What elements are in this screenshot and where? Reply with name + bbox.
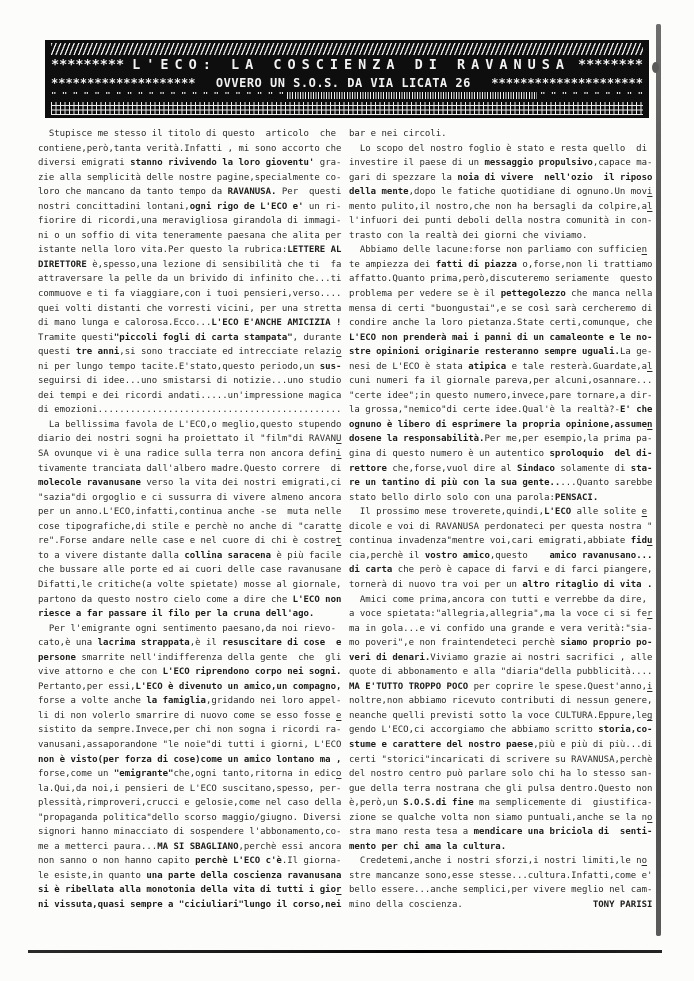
text-line: sistito da sempre.Invece,per chi non sogna i ricordi ra- [38, 725, 342, 736]
article-column-right [349, 127, 652, 913]
text-line: signori hanno minacciato di sospendere l'abbonamento,co- [38, 827, 342, 838]
dense-band-ornament [287, 92, 537, 99]
text-line: ni per lungo tempo tacite.E'stato,questo periodo,un sus- [38, 361, 342, 372]
text-line: nesi de L'ECO è stata atipica e tale resterà.Guardate,al [349, 361, 653, 372]
grid-band-ornament [51, 102, 643, 115]
text-line: Stupisce me stesso il titolo di questo articolo che [38, 129, 337, 139]
text-line: mensa di certi "buongustai",e se così sarà cercheremo di [349, 303, 653, 314]
text-line: ni vissuta,quasi sempre a "ciciuliari"lungo il corso,nei [38, 899, 342, 910]
page-scan-edge [656, 24, 661, 936]
text-line: attraversare la pelle da un brivido di infinito che...ti [38, 274, 342, 285]
text-line: L'ECO non prenderà mai i panni di un camaleonte e le no- [349, 332, 653, 343]
text-line: stato bello dirlo solo con una parola:PENSACI. [349, 492, 599, 503]
newsletter-title: L'ECO: LA COSCIENZA DI RAVANUSA [132, 57, 571, 74]
text-line: forse a volte anche la famiglia,gridando nei loro appel- [38, 696, 342, 707]
text-line: che bussare alle porte ed ai cuori delle case ravanusane [38, 565, 342, 576]
text-line: riesce a far passare il filo per la cruna dell'ago. [38, 609, 315, 620]
text-line: a voce spietata:"allegria,allegria",ma la voce ci si fer [349, 609, 653, 620]
text-line: re un tantino di più con la sua gente.....Quanto sarebbe [349, 478, 653, 489]
text-line: fiorire di ricordi,una meravigliosa girandola di immagi- [38, 216, 342, 227]
text-line: la grossa,"nemico"di certe idee.Qual'è la realtà?-E' che [349, 405, 653, 416]
text-line: la.Qui,da noi,i pensieri de L'ECO suscitano,spesso, per- [38, 783, 342, 794]
text-line: investire il paese di un messaggio propulsivo,capace ma- [349, 158, 653, 169]
newsletter-subtitle: OVVERO UN S.O.S. DA VIA LICATA 26 [215, 75, 471, 90]
text-line: loro che mancano da tanto tempo da RAVANUSA. Per questi [38, 187, 342, 198]
text-line: mento per chi ama la cultura. [349, 841, 507, 852]
text-line: nostri concittadini lontani,ogni rigo de L'ECO e' un ri- [38, 201, 342, 212]
text-line: plessità,rimproveri,crucci e gelosie,come nel caso della [38, 798, 342, 809]
text-line: certi "storici"incaricati di scrivere su RAVANUSA,perchè [349, 754, 653, 765]
text-line: vanusani,assaporandone "le noie"di tutti i giorni, L'ECO [38, 739, 342, 750]
text-line: non sanno o non hanno capito perchè L'ECO c'è.Il giorna- [38, 856, 342, 867]
text-line: partono da questo nostro cielo come a dire che L'ECO non [38, 594, 342, 605]
text-line: condire anche la loro pietanza.State certi,comunque, che [349, 318, 653, 329]
text-line: Lo scopo del nostro foglio è stato e resta quello di [349, 143, 648, 154]
masthead-stars-left: ********* [51, 57, 125, 74]
text-line: ognuno è libero di esprimere la propria opinione,assumen [349, 419, 653, 430]
quote-marks-left: " " " " " " " " " " " " " " " " " " " " " " [51, 91, 284, 100]
article-column-left [38, 127, 341, 913]
quote-marks-right: " " " " " " " " " " [540, 91, 643, 100]
text-line: mo poveri",e non fraintendeteci perchè siamo proprio po- [349, 638, 653, 649]
text-line: cuni numeri fa il giornale pareva,per alcuni,osannare... [349, 376, 653, 387]
text-line: dosene la responsabilità.Per me,per esempio,la prima pa- [349, 434, 653, 445]
masthead-stars-right: ******** [577, 57, 643, 74]
text-line: di mano lunga e calorosa.Ecco...L'ECO E'ANCHE AMICIZIA ! [38, 318, 342, 329]
text-line: Amici come prima,ancora con tutti e verrebbe da dire, [349, 594, 648, 605]
text-line: Difatti,le critiche(a volte spietate) mosse al giornale, [38, 579, 342, 590]
text-line: cato,è una lacrima strappata,è il resuscitare di cose e [38, 638, 342, 649]
text-line: veri di denari.Viviamo grazie ai nostri sacrifici , alle [349, 652, 653, 663]
text-line: Pertanto,per essi,L'ECO è divenuto un amico,un compagno, [38, 681, 342, 692]
text-line: mento pulito,il nostro,che non ha bersagli da colpire,al [349, 201, 653, 212]
text-line: La bellissima favola de L'ECO,o meglio,questo stupendo [38, 419, 342, 430]
text-line: gina di questo numero è un autentico sproloquio del di- [349, 449, 653, 460]
text-line: cose tipografiche,di stile e perchè no anche di "caratte [38, 521, 342, 532]
text-line: Credetemi,anche i nostri sforzi,i nostri limiti,le no [349, 856, 648, 867]
text-line: mino della coscienza. TONY PARISI [349, 899, 653, 910]
text-line: di carta che però è capace di farvi e di farci piangere, [349, 565, 653, 576]
text-line: dei tempi e dei ricordi andati.....un'impressione magica [38, 390, 342, 401]
text-line: cia,perchè il vostro amico,questo amico ravanusano... [349, 550, 653, 561]
text-line: tivamente tranciata dall'albero madre.Questo correre di [38, 463, 342, 474]
text-line: per un anno.L'ECO,infatti,continua anche -se muta nelle [38, 507, 342, 518]
text-line: Il prossimo mese troverete,quindi,L'ECO alle solite e [349, 507, 648, 518]
text-line: MA E'TUTTO TROPPO POCO per coprire le spese.Quest'anno,i [349, 681, 653, 692]
text-line: quei volti distanti che vorresti vicini, per una stretta [38, 303, 342, 314]
text-line: vive attorno e che con L'ECO riprendono corpo nei sogni. [38, 667, 342, 678]
text-line: è,però,un S.O.S.di fine ma semplicemente di giustifica- [349, 798, 653, 809]
text-line: continua invadenza"mentre voi,cari emigrati,abbiate fidu [349, 536, 653, 547]
article-body [38, 127, 652, 913]
text-line: quote di abbonamento e alla "diaria"della pubblicità.... [349, 667, 653, 678]
text-line: rettore che,forse,vuol dire al Sindaco solamente di sta- [349, 463, 653, 474]
text-line: Tramite questi"piccoli fogli di carta stampata", durante [38, 332, 342, 343]
text-line: Per l'emigrante ogni sentimento paesano,da noi rievo- [38, 623, 337, 634]
text-line: diversi emigrati stanno rivivendo la loro gioventu' gra- [38, 158, 342, 169]
text-line: l'infuori dei punti deboli della nostra comunità in con- [349, 216, 653, 227]
hatch-band-ornament [51, 43, 643, 55]
text-line: contiene,però,tanta verità.Infatti , mi sono accorto che [38, 143, 342, 154]
text-line: stre opinioni originarie resteranno sempre uguali.La ge- [349, 347, 653, 358]
text-line: stre mancanze sono,esse stesse...cultura.Infatti,come e' [349, 870, 653, 881]
text-line: non è visto(per forza di cose)come un amico lontano ma , [38, 754, 342, 765]
text-line: affatto.Quanto prima,però,discuteremo seriamente questo [349, 274, 653, 285]
text-line: SA ovunque vi è una radice sulla terra non ancora defini [38, 449, 342, 460]
text-line: trasto con la realtà dei giorni che viviamo. [349, 230, 588, 241]
text-line: zione se qualche volta non siamo puntuali,anche se la no [349, 812, 653, 823]
text-line: persone smarrite nell'indifferenza della gente che gli [38, 652, 342, 663]
text-line: me a metterci paura...MA SI SBAGLIANO,perchè essi ancora [38, 841, 342, 852]
text-line: ni o un soffio di vita teneramente paesana che alita per [38, 230, 342, 241]
text-line: dicole e voi di RAVANUSA perdonateci per questa nostra " [349, 521, 653, 532]
text-line: le esiste,in quanto una parte della coscienza ravanusana [38, 870, 342, 881]
text-line: stume e carattere del nostro paese,più e più di più...di [349, 739, 653, 750]
text-line: tornerà di nuovo tra voi per un altro ritaglio di vita . [349, 579, 653, 590]
text-line: si è ribellata alla monotonia della vita di tutti i gior [38, 885, 342, 896]
text-line: gue della terra nostrana che gli pulsa dentro.Questo non [349, 783, 653, 794]
bottom-rule [28, 950, 662, 953]
text-line: neanche quelli previsti sotto la voce CULTURA.Eppure,leg [349, 710, 653, 721]
text-line: zie alla semplicità delle nostre pagine,specialmente co- [38, 172, 342, 183]
text-line: re".Forse andare nelle case e nel cuore di chi è costret [38, 536, 342, 547]
masthead-title-row [51, 57, 643, 73]
text-line: questi tre anni,si sono tracciate ed intrecciate relazio [38, 347, 342, 358]
text-line: del nostro centro può parlare solo chi ha lo stesso san- [349, 769, 653, 780]
text-line: stra mano resta tesa a mendicare una briciola di senti- [349, 827, 653, 838]
masthead-subtitle-row [51, 76, 643, 90]
text-line: forse,come un "emigrante"che,ogni tanto,ritorna in edico [38, 769, 342, 780]
text-line: bar e nei circoli. [349, 129, 447, 139]
text-line: di emozioni............................................. [38, 405, 342, 416]
text-line: seguirsi di idee...uno smistarsi di notizie...uno studio [38, 376, 342, 387]
text-line: della mente,dopo le fatiche quotidiane di ognuno.Un movi [349, 187, 653, 198]
text-line: diario dei nostri sogni ha proiettato il "film"di RAVANU [38, 434, 342, 445]
text-line: li di non volerlo smarrire di nuovo come se esso fosse e [38, 710, 342, 721]
text-line: te ampiezza dei fatti di piazza o,forse,non li trattiamo [349, 259, 653, 270]
text-line: "propaganda politica"dello scorso maggio/giugno. Diversi [38, 812, 342, 823]
text-line: "sazia"di orgoglio e ci sussurra di vivere almeno ancora [38, 492, 342, 503]
text-line: noltre,non abbiamo ricevuto contributi di nessun genere, [349, 696, 653, 707]
quote-ornament-row [51, 92, 643, 100]
text-line: "certe idee";in questo numero,invece,pare tornare,a dir- [349, 390, 653, 401]
text-line: gari di spezzare la noia di vivere nell'ozio il riposo [349, 172, 653, 183]
text-line: problema per vedere se è il pettegolezzo che manca nella [349, 289, 653, 300]
text-line: DIRETTORE è,spesso,una lezione di sensibilità che ti fa [38, 259, 342, 270]
text-line: Abbiamo delle lacune:forse non parliamo con sufficien [349, 245, 648, 256]
masthead [45, 40, 649, 118]
text-line: commuove e ti fa viaggiare,con i tuoi pensieri,verso.... [38, 289, 342, 300]
subtitle-stars-right: ********************* [491, 75, 643, 90]
text-line: ma in gola...e vi confido una grande e vera verità:"sia- [349, 623, 653, 634]
text-line: molecole ravanusane verso la vita dei nostri emigrati,ci [38, 478, 342, 489]
text-line: bello essere...anche semplici,per vivere meglio nel cam- [349, 885, 653, 896]
text-line: istante nella loro vita.Per questo la rubrica:LETTERE AL [38, 245, 342, 256]
text-line: gendo L'ECO,ci accorgiamo che abbiamo scritto storia,co- [349, 725, 653, 736]
text-line: to a vivere distante dalla collina saracena è più facile [38, 550, 342, 561]
subtitle-stars-left: ******************** [51, 75, 196, 90]
